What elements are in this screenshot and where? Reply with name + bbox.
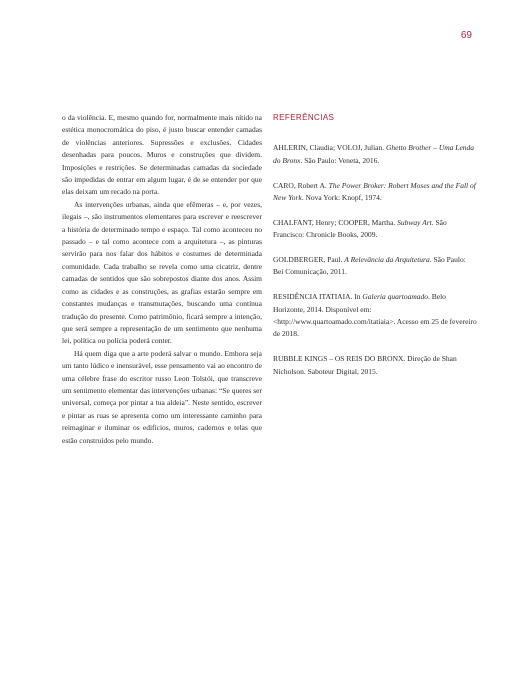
reference-publication: . Belo Horizonte, 2014. Disponível em: <http://www.quartoamado.com/itatiaia>. Acesso em 25 de fevereiro de 2018. (273, 292, 477, 339)
reference-author: RESIDÊNCIA ITATIAIA. In (273, 292, 363, 302)
reference-author: CARO, Robert A. (273, 180, 329, 190)
reference-publication: . São Paulo: Bei Comunicação, 2011. (273, 255, 466, 277)
reference-author: RUBBLE KINGS – OS REIS DO BRONX. Direção de Shan Nicholson. Saboteur Digital, 2015. (273, 354, 457, 376)
reference-title: Galeria quartoamado (362, 292, 429, 302)
reference-item (273, 254, 478, 279)
reference-publication: . São Francisco: Chronicle Books, 2009. (273, 217, 447, 240)
reference-author: AHLERIN, Claudia; VOLOJ, Julian. (273, 143, 386, 153)
reference-author: CHALFANT, Henry; COOPER, Martha. (273, 217, 398, 227)
references-column (273, 112, 478, 390)
reference-item (273, 291, 478, 341)
reference-item (273, 217, 478, 242)
reference-title: Ghetto Brother – Uma Lenda do Bronx (273, 143, 475, 165)
reference-item (273, 353, 478, 378)
reference-publication: . Nova York: Knopf, 1974. (301, 193, 382, 203)
reference-title: A Relevância da Arquitetura (344, 255, 430, 265)
body-paragraph: As intervenções urbanas, ainda que efêmeras – e, por vezes, ilegais –, são instrumentos elementares para escrever e reescrever a história de determinado tempo e espaço. Tal como aconteceu no passado – e tal como acontece com a arquitetura –, as pinturas servirão para nos falar dos hábitos e costumes de determinada comunidade. Cada trabalho se revela como uma cicatriz, dentre camadas de sentidos que são sobrepostos diante dos anos. Assim como as cidades e as construções, as grafias estarão sempre em constantes mudanças e transmutações, buscando uma contínua tradução do presente. Como patrimônio, ficará sempre a intenção, que será sempre a representação de um sentimento que nenhuma lei, política ou polícia poderá conter. (62, 199, 262, 346)
body-text-column (62, 112, 262, 447)
page-number: 69 (460, 30, 472, 41)
body-paragraph: o da violência. E, mesmo quando for, normalmente mais nítido na estética monocromática do piso, é justo buscar entender camadas de violências anteriores. Supressões e exclusões. Cidades desenhadas para poucos. Muros e construções que dividem. Imposições e restrições. Se determinadas camadas da sociedade são impedidas de entrar em algum lugar, é de se entender por que elas deixam um recado na porta. (62, 113, 262, 197)
reference-item (273, 180, 478, 205)
reference-title: Subway Art (397, 217, 432, 227)
reference-item (273, 142, 478, 167)
body-paragraph: Há quem diga que a arte poderá salvar o mundo. Embora seja um tanto lúdico e inensurável, esse pensamento vai ao encontro de uma célebre frase do escritor russo Leon Tolstói, que transcreve um sentimento elementar das intervenções urbanas: “Se queres ser universal, começa por pintar a tua aldeia”. Neste sentido, escrever e pintar as ruas se apresenta como um interessante caminho para reimaginar e iluminar os edifícios, muros, cadernos e telas que estão construídos pelo mundo. (62, 348, 262, 445)
reference-title: The Power Broker: Robert Moses and the Fall of New York (273, 180, 476, 203)
references-heading: REFERÊNCIAS (273, 113, 335, 122)
reference-author: GOLDBERGER, Paul. (273, 255, 345, 265)
reference-publication: . São Paulo: Veneta, 2016. (300, 155, 380, 165)
